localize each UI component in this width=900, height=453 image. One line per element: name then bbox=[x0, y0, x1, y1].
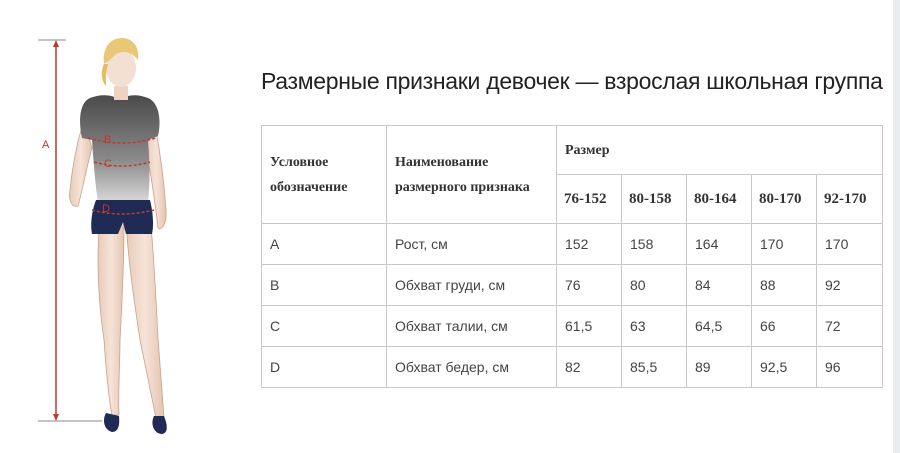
row-value: 61,5 bbox=[557, 306, 622, 347]
marker-b: B bbox=[104, 134, 112, 146]
row-name: Обхват груди, см bbox=[387, 265, 557, 306]
row-value: 96 bbox=[817, 347, 883, 388]
row-value: 63 bbox=[622, 306, 687, 347]
marker-d: D bbox=[102, 203, 110, 215]
row-value: 158 bbox=[622, 224, 687, 265]
marker-c: C bbox=[104, 158, 112, 170]
row-name: Обхват талии, см bbox=[387, 306, 557, 347]
row-value: 89 bbox=[687, 347, 752, 388]
table-row bbox=[262, 306, 883, 347]
left-shoe bbox=[104, 413, 119, 432]
row-value: 80 bbox=[622, 265, 687, 306]
size-table bbox=[261, 125, 883, 388]
row-name: Рост, см bbox=[387, 224, 557, 265]
size-col-5: 92-170 bbox=[817, 175, 883, 224]
header-code: Условное обозначение bbox=[262, 126, 387, 224]
row-value: 88 bbox=[752, 265, 817, 306]
row-value: 84 bbox=[687, 265, 752, 306]
row-value: 76 bbox=[557, 265, 622, 306]
girl-figure-svg bbox=[20, 20, 220, 440]
row-value: 170 bbox=[817, 224, 883, 265]
header-name: Наименование размерного признака bbox=[387, 126, 557, 224]
row-value: 82 bbox=[557, 347, 622, 388]
size-col-3: 80-164 bbox=[687, 175, 752, 224]
row-value: 164 bbox=[687, 224, 752, 265]
row-value: 170 bbox=[752, 224, 817, 265]
row-value: 152 bbox=[557, 224, 622, 265]
table-header-row bbox=[262, 126, 883, 175]
table-row bbox=[262, 347, 883, 388]
table-row bbox=[262, 265, 883, 306]
size-col-1: 76-152 bbox=[557, 175, 622, 224]
row-code: A bbox=[262, 224, 387, 265]
right-shoe bbox=[152, 416, 166, 434]
header-size: Размер bbox=[557, 126, 883, 175]
row-code: C bbox=[262, 306, 387, 347]
figure-illustration bbox=[20, 20, 220, 440]
neck bbox=[114, 86, 128, 100]
row-value: 92 bbox=[817, 265, 883, 306]
height-arrow-down bbox=[53, 414, 59, 421]
row-code: D bbox=[262, 347, 387, 388]
row-value: 66 bbox=[752, 306, 817, 347]
size-col-4: 80-170 bbox=[752, 175, 817, 224]
height-arrow-up bbox=[53, 40, 59, 47]
page-edge bbox=[893, 0, 900, 453]
row-value: 64,5 bbox=[687, 306, 752, 347]
size-col-2: 80-158 bbox=[622, 175, 687, 224]
row-value: 85,5 bbox=[622, 347, 687, 388]
row-value: 92,5 bbox=[752, 347, 817, 388]
row-code: B bbox=[262, 265, 387, 306]
right-leg bbox=[126, 215, 164, 418]
row-name: Обхват бедер, см bbox=[387, 347, 557, 388]
table-row bbox=[262, 224, 883, 265]
row-value: 72 bbox=[817, 306, 883, 347]
marker-a: A bbox=[42, 139, 50, 151]
left-leg bbox=[98, 215, 124, 415]
page-title: Размерные признаки девочек — взрослая школьная группа bbox=[261, 68, 883, 94]
